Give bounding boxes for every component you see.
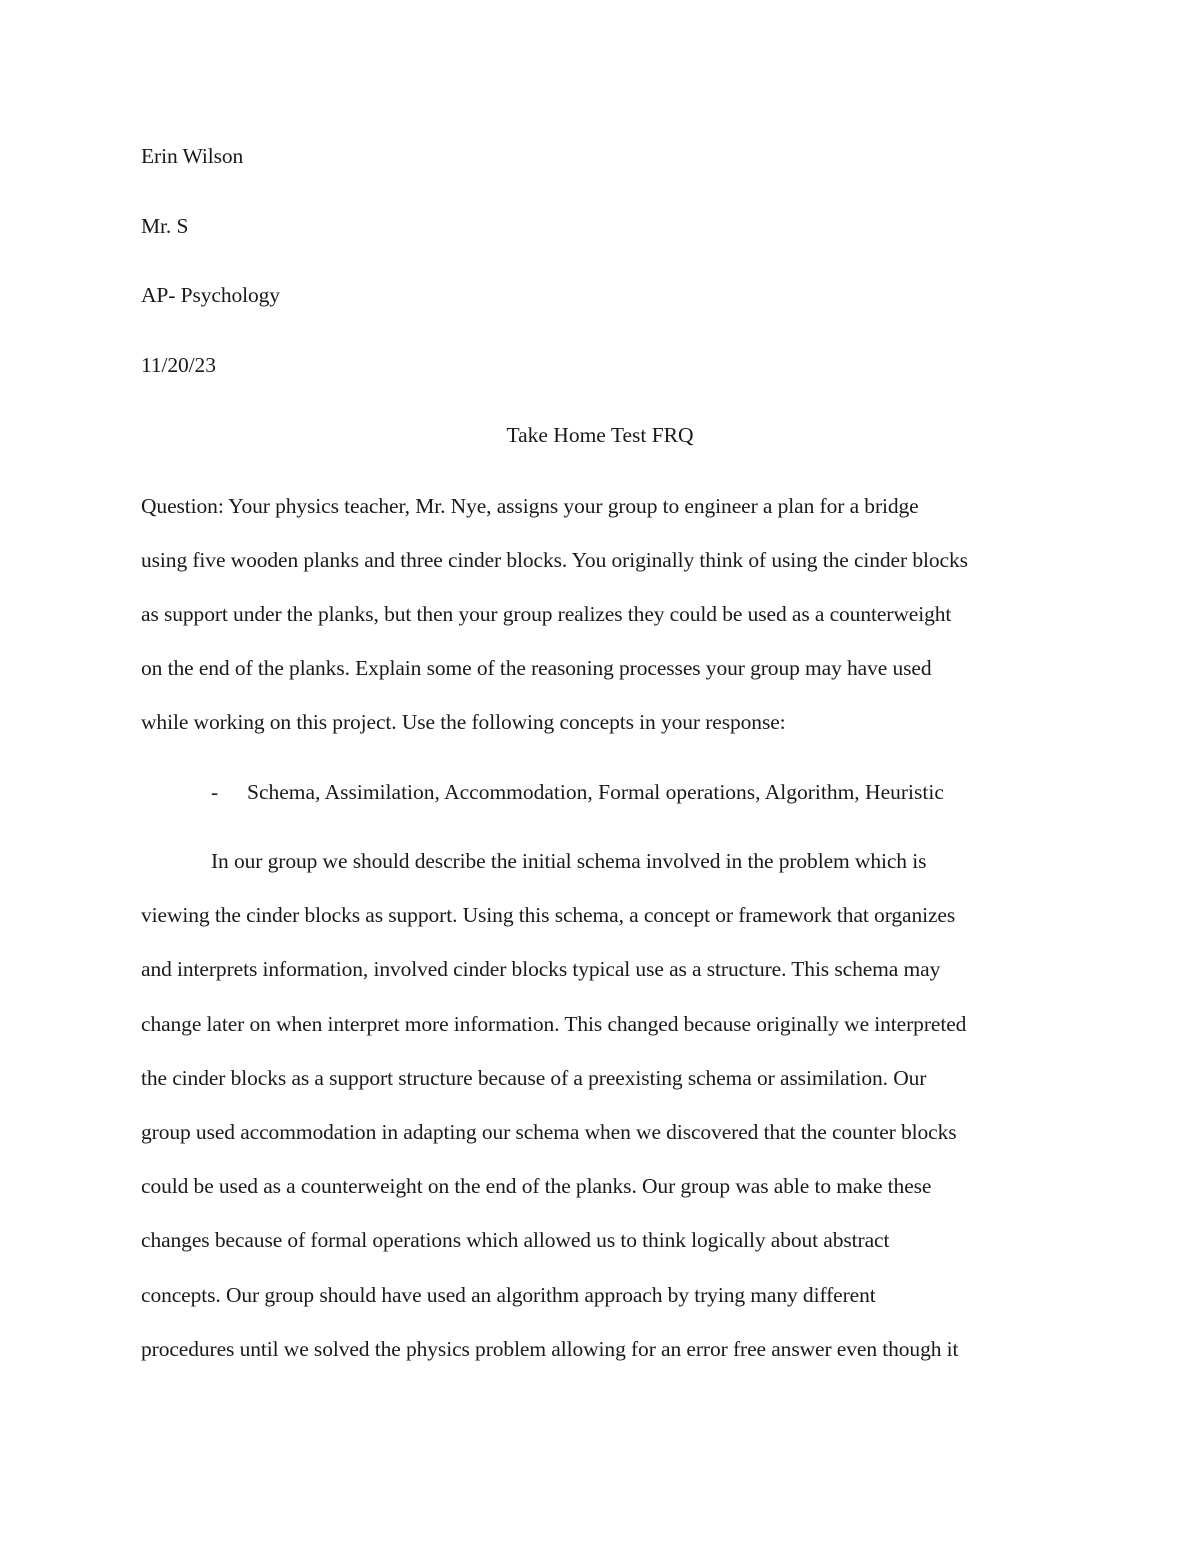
question-line: on the end of the planks. Explain some of the reasoning processes your group may have used bbox=[141, 656, 932, 680]
question-line: Question: Your physics teacher, Mr. Nye, assigns your group to engineer a plan for a bridge bbox=[141, 494, 919, 518]
date: 11/20/23 bbox=[141, 353, 216, 377]
answer-line: changes because of formal operations which allowed us to think logically about abstract bbox=[141, 1228, 890, 1252]
bullet-dash: - bbox=[211, 780, 219, 804]
answer-line: group used accommodation in adapting our schema when we discovered that the counter blocks bbox=[141, 1120, 957, 1144]
question-line: as support under the planks, but then your group realizes they could be used as a counterweight bbox=[141, 602, 952, 626]
course-name: AP- Psychology bbox=[141, 283, 280, 307]
answer-line: and interprets information, involved cinder blocks typical use as a structure. This schema may bbox=[141, 957, 941, 981]
answer-line: procedures until we solved the physics problem allowing for an error free answer even though it bbox=[141, 1337, 959, 1361]
answer-line: the cinder blocks as a support structure because of a preexisting schema or assimilation. Our bbox=[141, 1066, 927, 1090]
document-title: Take Home Test FRQ bbox=[506, 423, 694, 447]
answer-line: change later on when interpret more information. This changed because originally we interpreted bbox=[141, 1012, 967, 1036]
answer-line: concepts. Our group should have used an algorithm approach by trying many different bbox=[141, 1283, 876, 1307]
concepts-list: Schema, Assimilation, Accommodation, Formal operations, Algorithm, Heuristic bbox=[247, 780, 944, 804]
answer-line: viewing the cinder blocks as support. Using this schema, a concept or framework that organizes bbox=[141, 903, 956, 927]
teacher-name: Mr. S bbox=[141, 214, 189, 238]
answer-line: In our group we should describe the initial schema involved in the problem which is bbox=[211, 849, 927, 873]
answer-line: could be used as a counterweight on the end of the planks. Our group was able to make these bbox=[141, 1174, 932, 1198]
question-line: using five wooden planks and three cinder blocks. You originally think of using the cinder blocks bbox=[141, 548, 968, 572]
question-line: while working on this project. Use the following concepts in your response: bbox=[141, 710, 786, 734]
student-name: Erin Wilson bbox=[141, 144, 244, 168]
